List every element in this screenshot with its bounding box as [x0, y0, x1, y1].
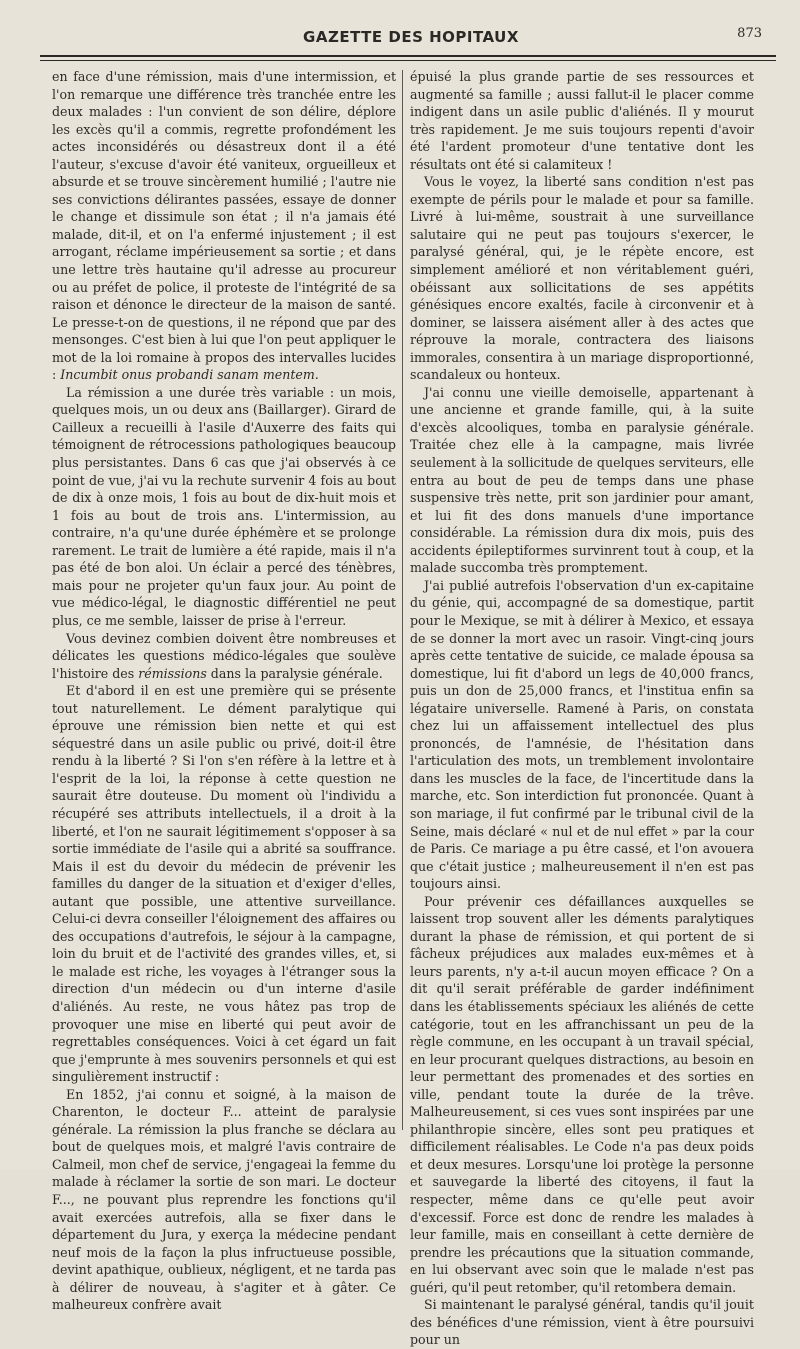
article-columns — [52, 68, 776, 1348]
paragraph-text: Vous devinez combien doivent être nombreuses et délicates les questions médico-légales que soulève l'histoire des — [52, 630, 396, 681]
paragraph — [52, 630, 396, 683]
right-column — [410, 68, 754, 1348]
italic-text: rémissions — [138, 665, 207, 681]
paragraph-text: dans la paralysie générale. — [206, 665, 383, 681]
paragraph-text: La rémission a une durée très variable : un mois, quelques mois, un ou deux ans (Baillarger). Girard de Cailleux a recueilli à l'asile d'Auxerre des faits qui témoignent de rétrocessions pathologiques beaucoup plus persistantes. Dans 6 cas que j'ai observés à ce point de vue, j'ai vu la rechute survenir 4 fois au bout de dix à onze mois, 1 fois au bout de dix-huit mois et 1 fois au bout de trois ans. L'intermission, au contraire, n'a qu'une durée éphémère et se prolonge rarement. Le trait de lumière a été rapide, mais il n'a pas été de bon aloi. Un éclair a percé des ténèbres, mais pour ne projeter qu'un faux jour. Au point de vue médico-légal, le diagnostic différentiel ne peut plus, ce me semble, laisser de prise à l'erreur. — [52, 384, 396, 628]
paragraph — [410, 893, 754, 1297]
paragraph-text: J'ai connu une vieille demoiselle, appartenant à une ancienne et grande famille, qui, à la suite d'excès alcooliques, tomba en paralysie générale. Traitée chez elle à la campagne, mais livrée seulement à la sollicitude de quelques serviteurs, elle entra au bout de peu de temps dans une phase suspensive très nette, prit son jardinier pour amant, et lui fit des dons manuels d'une importance considérable. La rémission dura dix mois, puis des accidents épileptiformes survinrent tout à coup, et la malade succomba très promptement. — [410, 384, 754, 576]
italic-text: Incumbit onus probandi sanam mentem. — [60, 367, 319, 383]
paragraph — [410, 577, 754, 893]
paragraph-text: Si maintenant le paralysé général, tandis qu'il jouit des bénéfices d'une rémission, vient à être poursuivi pour un — [410, 1297, 754, 1348]
page-header — [52, 22, 770, 48]
paragraph — [52, 682, 396, 1086]
header-rule-thin — [40, 60, 776, 61]
paragraph-text: Vous le voyez, la liberté sans condition n'est pas exempte de périls pour le malade et pour sa famille. Livré à lui-même, soustrait à une surveillance salutaire qui ne peut pas toujours s'exercer, le paralysé général, qui, je le répète encore, est simplement amélioré et non véritablement guéri, obéissant aux sollicitations de ses appétits génésiques encore exaltés, facile à circonvenir et à dominer, se laissera aisément aller à des actes que réprouve la morale, contractera des liaisons immorales, consentira à un mariage disproportionné, scandaleux ou honteux. — [410, 174, 754, 383]
page-number: 873 — [737, 26, 762, 41]
paragraph — [410, 1296, 754, 1349]
paragraph — [410, 384, 754, 577]
journal-title: GAZETTE DES HOPITAUX — [303, 28, 519, 46]
paragraph — [410, 68, 754, 173]
paragraph — [52, 384, 396, 630]
paragraph — [410, 173, 754, 384]
paragraph — [52, 68, 396, 384]
paragraph-text: Pour prévenir ces défaillances auxquelles se laissent trop souvent aller les déments paralytiques durant la phase de rémission, et qui portent de si fâcheux préjudices aux malades eux-mêmes et à leurs parents, n'y a-t-il aucun moyen efficace ? On a dit qu'il serait préférable de garder indéfiniment dans les établissements spéciaux les aliénés de cette catégorie, tout en les affranchissant un peu de la règle commune, en les occupant à un travail spécial, en leur procurant quelques distractions, au besoin en leur permettant des promenades et des sorties en ville, pendant toute la durée de la trêve. Malheureusement, si ces vues sont inspirées par une philanthropie sincère, elles sont peu pratiques et difficilement réalisables. Le Code n'a pas deux poids et deux mesures. Lorsqu'une loi protège la personne et sauvegarde la liberté des citoyens, il faut la respecter, même dans ce qu'elle peut avoir d'excessif. Force est donc de rendre les malades à leur famille, mais en conseillant à cette dernière de prendre les précautions que la situation commande, en lui observant avec soin que le malade n'est pas guéri, qu'il peut retomber, qu'il retombera demain. — [410, 893, 754, 1295]
paragraph-text: en face d'une rémission, mais d'une intermission, et l'on remarque une différence très tranchée entre les deux malades : l'un convient de son délire, déplore les excès qu'il a commis, regrette profondément les actes inconsidérés ou désastreux dont il a été l'auteur, s'excuse d'avoir été vaniteux, orgueilleux et absurde et se trouve sincèrement humilié ; l'autre nie ses convictions délirantes passées, essaye de donner le change et dissimule son état ; il n'a jamais été malade, dit-il, et on l'a enfermé injustement ; il est arrogant, réclame impérieusement sa sortie ; et dans une lettre très hautaine qu'il adresse au procureur ou au préfet de police, il proteste de l'intégrité de sa raison et dénonce le directeur de la maison de santé. Le presse-t-on de questions, il ne répond que par des mensonges. C'est bien à lui que l'on peut appliquer le mot de la loi romaine à propos des intervalles lucides : — [52, 69, 396, 383]
paragraph-text: Et d'abord il en est une première qui se présente tout naturellement. Le dément paralytique qui éprouve une rémission bien nette et qui est séquestré dans un asile public ou privé, doit-il être rendu à la liberté ? Si l'on s'en réfère à la lettre et à l'esprit de la loi, la réponse à cette question ne saurait être douteuse. Du moment où l'individu a récupéré ses attributs intellectuels, il a droit à la liberté, et l'on ne saurait légitimement s'opposer à sa sortie immédiate de l'asile qui a abrité sa souffrance. Mais il est du devoir du médecin de prévenir les familles du danger de la situation et d'exiger d'elles, autant que possible, une attentive surveillance. Celui-ci devra conseiller l'éloignement des affaires ou des occupations d'autrefois, le séjour à la campagne, loin du bruit et de l'activité des grandes villes, et, si le malade est riche, les voyages à l'étranger sous la direction d'un médecin ou d'un interne d'asile d'aliénés. Au reste, ne vous hâtez pas trop de provoquer une mise en liberté qui peut avoir de regrettables conséquences. Voici à cet égard un fait que j'emprunte à mes souvenirs personnels et qui est singulièrement instructif : — [52, 683, 396, 1085]
header-rule-thick — [40, 55, 776, 57]
paragraph — [52, 1086, 396, 1314]
left-column — [52, 68, 396, 1313]
paragraph-text: J'ai publié autrefois l'observation d'un ex-capitaine du génie, qui, accompagné de sa domestique, partit pour le Mexique, se mit à délirer à Mexico, et essaya de se donner la mort avec un rasoir. Vingt-cinq jours après cette tentative de suicide, ce malade épousa sa domestique, lui fit d'abord un legs de 40,000 francs, puis un don de 25,000 francs, et l'institua enfin sa légataire universelle. Ramené à Paris, on constata chez lui un affaissement intellectuel des plus prononcés, de l'amnésie, de l'hésitation dans l'articulation des mots, un tremblement involontaire dans les muscles de la face, de l'incertitude dans la marche, etc. Son interdiction fut prononcée. Quant à son mariage, il fut confirmé par le tribunal civil de la Seine, mais déclaré « nul et de nul effet » par la cour de Paris. Ce mariage a pu être cassé, et l'on avouera que c'était justice ; malheureusement il n'en est pas toujours ainsi. — [410, 577, 754, 892]
paragraph-text: épuisé la plus grande partie de ses ressources et augmenté sa famille ; aussi fallut-il le placer comme indigent dans un asile public d'aliénés. Il y mourut très rapidement. Je me suis toujours repenti d'avoir été l'ardent promoteur d'une tentative dont les résultats ont été si calamiteux ! — [410, 69, 754, 172]
column-divider — [402, 70, 403, 1130]
paragraph-text: En 1852, j'ai connu et soigné, à la maison de Charenton, le docteur F... atteint de paralysie générale. La rémission la plus franche se déclara au bout de quelques mois, et malgré l'avis contraire de Calmeil, mon chef de service, j'engageai la femme du malade à réclamer la sortie de son mari. Le docteur F..., ne pouvant plus reprendre les fonctions qu'il avait exercées autrefois, alla se fixer dans le département du Jura, y exerça la médecine pendant neuf mois de la façon la plus infructueuse possible, devint apathique, oublieux, négligent, et ne tarda pas à délirer de nouveau, à s'agiter et à gâter. Ce malheureux confrère avait — [52, 1086, 396, 1313]
